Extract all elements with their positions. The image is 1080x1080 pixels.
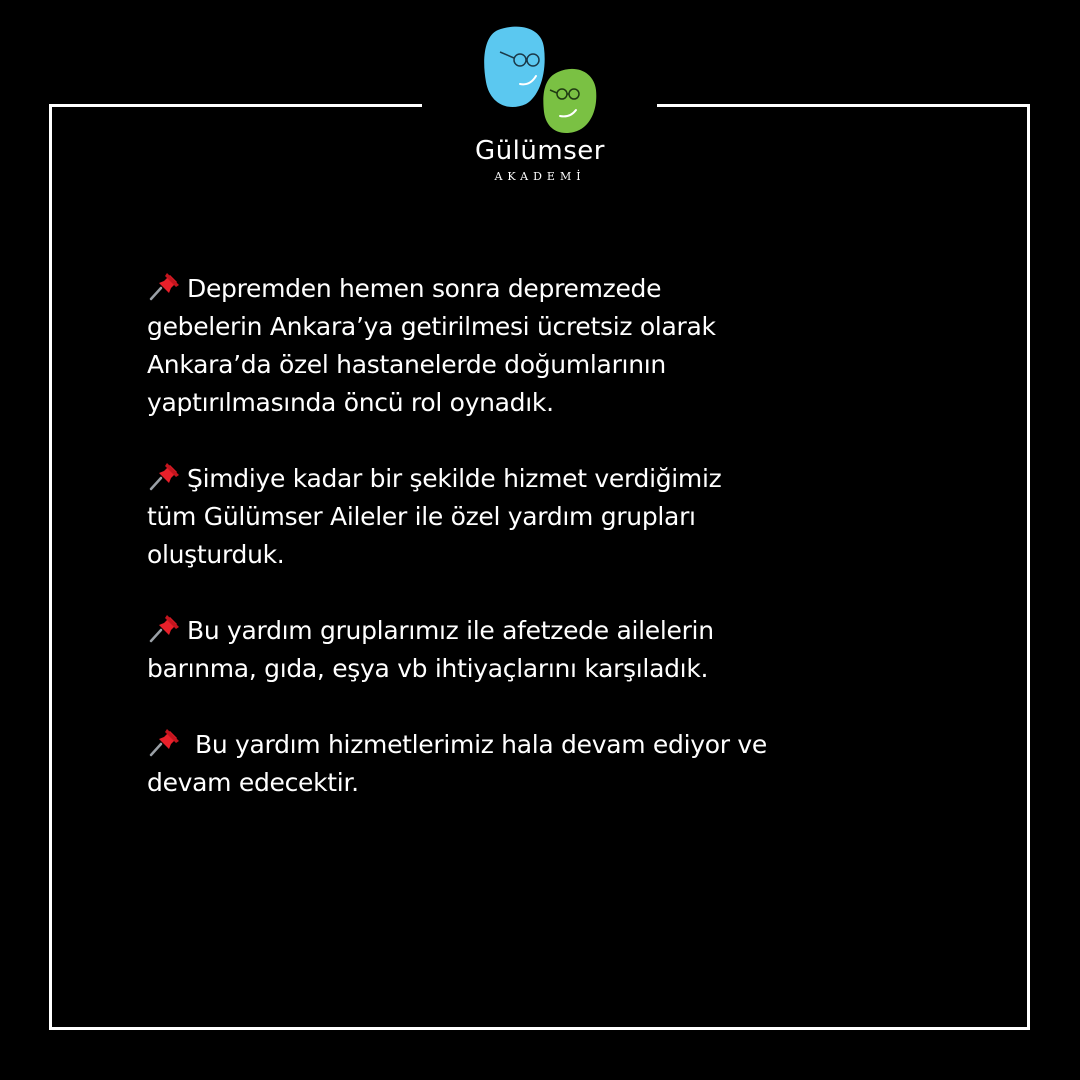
frame-top-right-line	[657, 104, 1030, 107]
frame-right-line	[1027, 104, 1030, 1030]
paragraph-3-line-2: barınma, gıda, eşya vb ihtiyaçlarını karşıladık.	[147, 654, 709, 683]
paragraph-2	[147, 460, 907, 574]
paragraph-4-line-1: Bu yardım hizmetlerimiz hala devam ediyor ve	[195, 730, 767, 759]
blue-face-icon	[484, 27, 545, 107]
frame-top-left-line	[49, 104, 422, 107]
paragraph-1	[147, 270, 907, 422]
pushpin-icon	[147, 271, 181, 301]
frame-left-line	[49, 104, 52, 1030]
paragraph-1-line-2: gebelerin Ankara’ya getirilmesi ücretsiz olarak	[147, 312, 716, 341]
frame-bottom-line	[49, 1027, 1030, 1030]
brand-subtitle: AKADEMİ	[494, 170, 586, 183]
pushpin-icon	[147, 461, 181, 491]
brand-logo	[440, 20, 640, 195]
paragraph-2-line-3: oluşturduk.	[147, 540, 285, 569]
announcement-text	[147, 270, 907, 840]
pushpin-icon	[147, 613, 181, 643]
paragraph-1-line-1: Depremden hemen sonra depremzede	[187, 274, 662, 303]
paragraph-1-line-3: Ankara’da özel hastanelerde doğumlarının	[147, 350, 666, 379]
brand-name: Gülümser	[475, 136, 605, 166]
smiling-faces-logo-icon	[480, 24, 600, 142]
pushpin-icon	[147, 727, 181, 757]
paragraph-3-line-1: Bu yardım gruplarımız ile afetzede ailelerin	[187, 616, 714, 645]
paragraph-4-line-2: devam edecektir.	[147, 768, 359, 797]
paragraph-2-line-2: tüm Gülümser Aileler ile özel yardım grupları	[147, 502, 696, 531]
paragraph-4	[147, 726, 907, 802]
paragraph-2-line-1: Şimdiye kadar bir şekilde hizmet verdiğimiz	[187, 464, 722, 493]
paragraph-1-line-4: yaptırılmasında öncü rol oynadık.	[147, 388, 554, 417]
paragraph-3	[147, 612, 907, 688]
green-face-icon	[543, 69, 596, 133]
